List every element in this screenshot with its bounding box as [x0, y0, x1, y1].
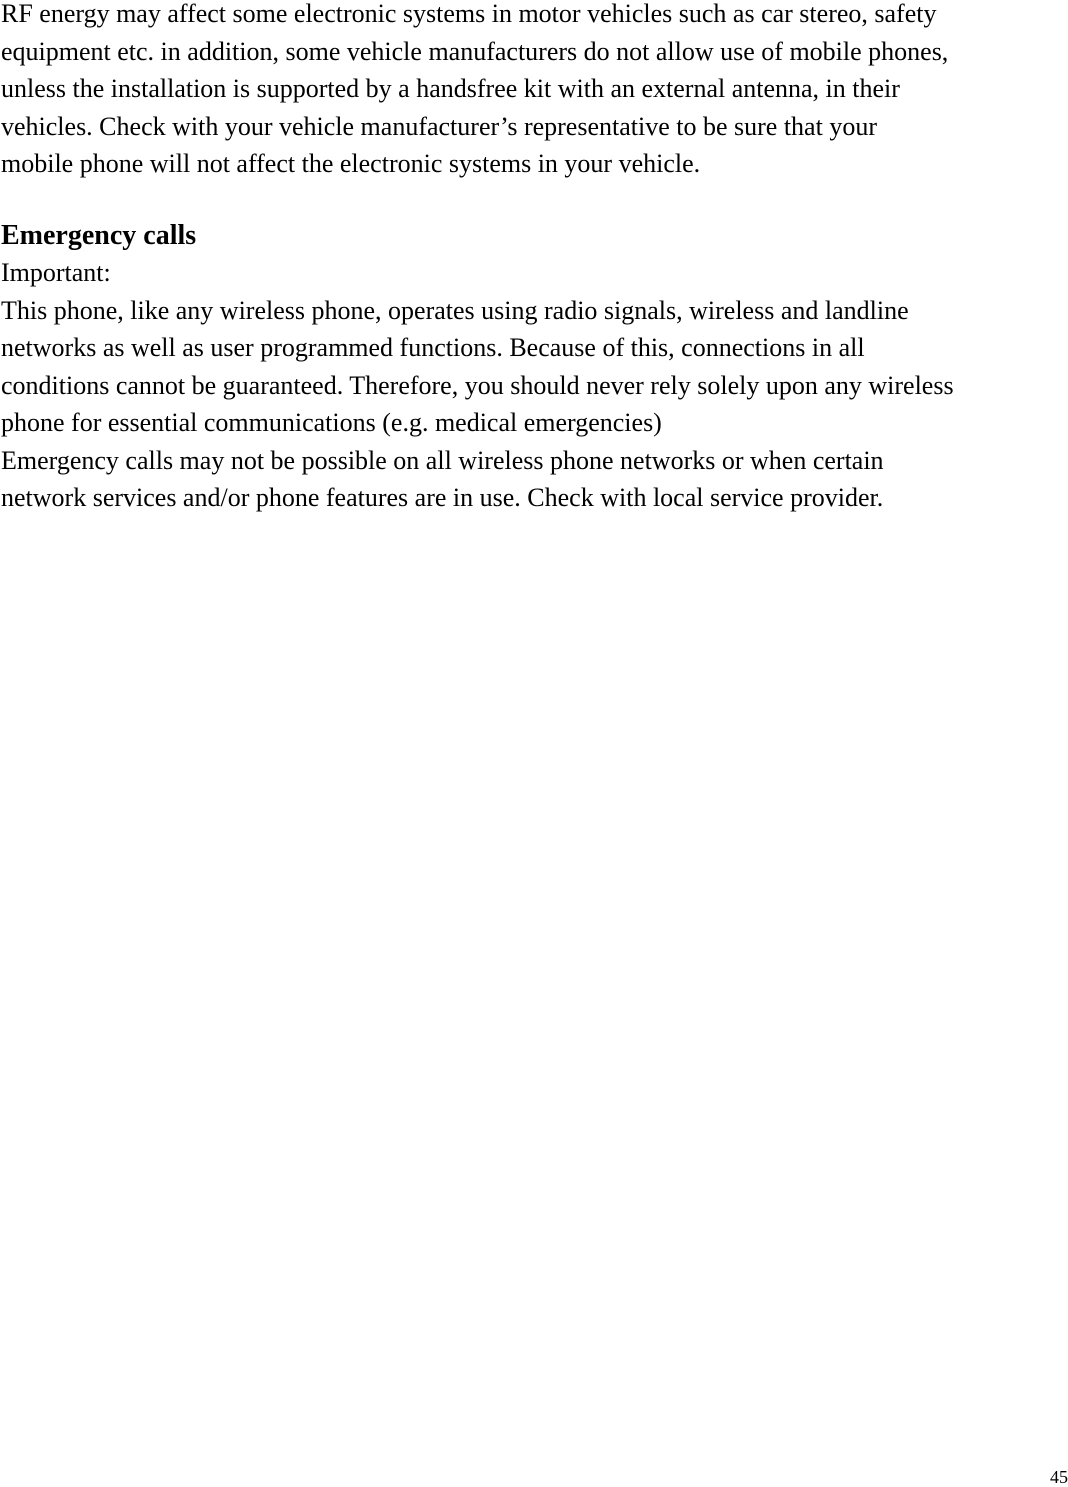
- intro-line: mobile phone will not affect the electronic systems in your vehicle.: [1, 149, 701, 178]
- section-heading: Emergency calls: [1, 220, 197, 251]
- emergency-calls-paragraph: [1, 254, 1067, 517]
- intro-paragraph: [1, 0, 1067, 183]
- page-number: 45: [1050, 1467, 1068, 1487]
- body-line: network services and/or phone features are in use. Check with local service provider.: [1, 483, 884, 512]
- body-line: phone for essential communications (e.g. medical emergencies): [1, 408, 662, 437]
- intro-line: equipment etc. in addition, some vehicle manufacturers do not allow use of mobile phones,: [1, 36, 949, 66]
- intro-line: RF energy may affect some electronic systems in motor vehicles such as car stereo, safety: [1, 0, 937, 28]
- body-line: This phone, like any wireless phone, operates using radio signals, wireless and landline: [1, 295, 909, 325]
- body-line: Emergency calls may not be possible on all wireless phone networks or when certain: [1, 445, 884, 475]
- intro-line: unless the installation is supported by a handsfree kit with an external antenna, in their: [1, 74, 900, 103]
- intro-line: vehicles. Check with your vehicle manufacturer’s representative to be sure that your: [1, 111, 877, 141]
- body-line: Important:: [1, 258, 111, 287]
- body-line: networks as well as user programmed functions. Because of this, connections in all: [1, 333, 865, 362]
- body-line: conditions cannot be guaranteed. Therefore, you should never rely solely upon any wireless: [1, 370, 954, 400]
